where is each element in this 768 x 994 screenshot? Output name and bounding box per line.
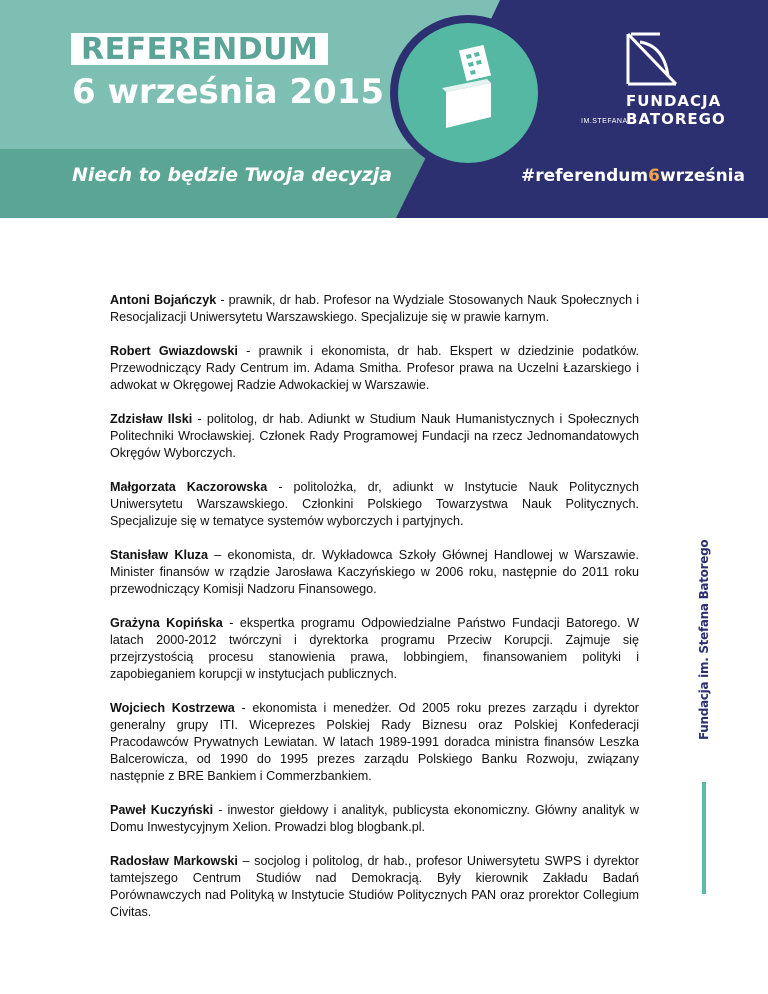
bio-text: - ekspertka programu Odpowiedzialne Państwo Fundacji Batorego. W latach 2000-2012 twórczyni i dyrektorka programu Przeciw Korupcji. Zajmuje się przejrzystością procesu stanowienia prawa, lobbingiem, finansowaniem polityki i zapobieganiem korupcji w instytucjach publicznych. bbox=[110, 616, 640, 681]
bio-name: Małgorzata Kaczorowska bbox=[110, 480, 268, 494]
bio-text: – ekonomista, dr. Wykładowca Szkoły Głównej Handlowej w Warszawie. Minister finansów w rządzie Jarosława Kaczyńskiego w 2006 roku, następnie do 2011 roku przewodniczący Komisji Nadzoru Finansowego. bbox=[110, 548, 639, 596]
header-banner bbox=[0, 0, 768, 218]
title-box bbox=[71, 33, 328, 65]
bio-entry bbox=[110, 479, 639, 530]
bio-entry bbox=[110, 547, 639, 598]
hashtag-part2: września bbox=[659, 166, 745, 186]
bio-entry bbox=[110, 615, 639, 683]
bio-entry bbox=[110, 411, 639, 462]
bio-name: Grażyna Kopińska bbox=[110, 616, 223, 630]
bio-entry bbox=[110, 700, 639, 785]
bio-name: Zdzisław Ilski bbox=[110, 412, 193, 426]
bio-entry bbox=[110, 853, 639, 921]
bio-entry bbox=[110, 802, 639, 836]
bio-text: - ekonomista i menedżer. Od 2005 roku prezes zarządu i dyrektor generalny grupy ITI. Wiceprezes Polskiej Rady Biznesu oraz Polskiej Konfederacji Pracodawców Prywatnych Lewiatan. W latach 1989-1991 doradca ministra finansów Leszka Balcerowicza, od 1990 do 1995 prezes zarządu Polskiego Banku Rozwoju, związany następnie z BRE Bankiem i Commerzbankiem. bbox=[110, 701, 639, 783]
bio-name: Paweł Kuczyński bbox=[110, 803, 214, 817]
hashtag-part1: #referendum bbox=[521, 166, 649, 186]
bio-text: - inwestor giełdowy i analityk, publicysta ekonomiczny. Główny analityk w Domu Inwestycyjnym Xelion. Prowadzi blog blogbank.pl. bbox=[110, 803, 639, 834]
logo-fundacja: FUNDACJA bbox=[626, 92, 722, 110]
referendum-title: REFERENDUM bbox=[81, 32, 319, 67]
bio-name: Robert Gwiazdowski bbox=[110, 344, 238, 358]
bio-text: – socjolog i politolog, dr hab., profesor Uniwersytetu SWPS i dyrektor tamtejszego Centrum Studiów nad Demokracją. Były kierownik Zakładu Badań Porównawczych nad Polityką w Instytucie Studiów Politycznych PAN oraz prorektor Collegium Civitas. bbox=[110, 854, 640, 919]
referendum-date: 6 września 2015 bbox=[72, 72, 385, 112]
bio-name: Stanisław Kluza bbox=[110, 548, 208, 562]
bio-name: Radosław Markowski bbox=[110, 854, 238, 868]
bio-entry bbox=[110, 343, 639, 394]
hashtag-six: 6 bbox=[648, 166, 660, 186]
bio-name: Wojciech Kostrzewa bbox=[110, 701, 235, 715]
hashtag bbox=[521, 166, 745, 186]
logo-batorego: BATOREGO bbox=[626, 110, 726, 128]
bio-name: Antoni Bojańczyk bbox=[110, 293, 217, 307]
bio-text: - politolożka, dr, adiunkt w Instytucie Nauk Politycznych Uniwersytetu Warszawskiego. Członkini Polskiego Towarzystwa Nauk Politycznych. Specjalizuje się w tematyce systemów wyborczych i partyjnych. bbox=[110, 480, 639, 528]
bio-entry bbox=[110, 292, 639, 326]
sidebar-foundation-name: Fundacja im. Stefana Batorego bbox=[697, 539, 711, 740]
bio-text: - prawnik, dr hab. Profesor na Wydziale Stosowanych Nauk Społecznych i Resocjalizacji Uniwersytetu Warszawskiego. Specjalizuje się w prawie karnym. bbox=[110, 293, 639, 324]
slogan: Niech to będzie Twoja decyzja bbox=[72, 164, 393, 186]
sidebar-accent-bar bbox=[702, 782, 706, 894]
bio-text: - politolog, dr hab. Adiunkt w Studium Nauk Humanistycznych i Społecznych Politechniki Wrocławskiej. Członek Rady Programowej Fundacji na rzecz Jednomandatowych Okręgów Wyborczych. bbox=[110, 412, 639, 460]
bio-text: - prawnik i ekonomista, dr hab. Ekspert w dziedzinie podatków. Przewodniczący Rady Centrum im. Adama Smitha. Profesor prawa na Uczelni Łazarskiego i adwokat w Okręgowej Radzie Adwokackiej w Warszawie. bbox=[110, 344, 639, 392]
logo-im-stefana: IM.STEFANA bbox=[581, 118, 628, 125]
bios-list bbox=[110, 292, 639, 938]
